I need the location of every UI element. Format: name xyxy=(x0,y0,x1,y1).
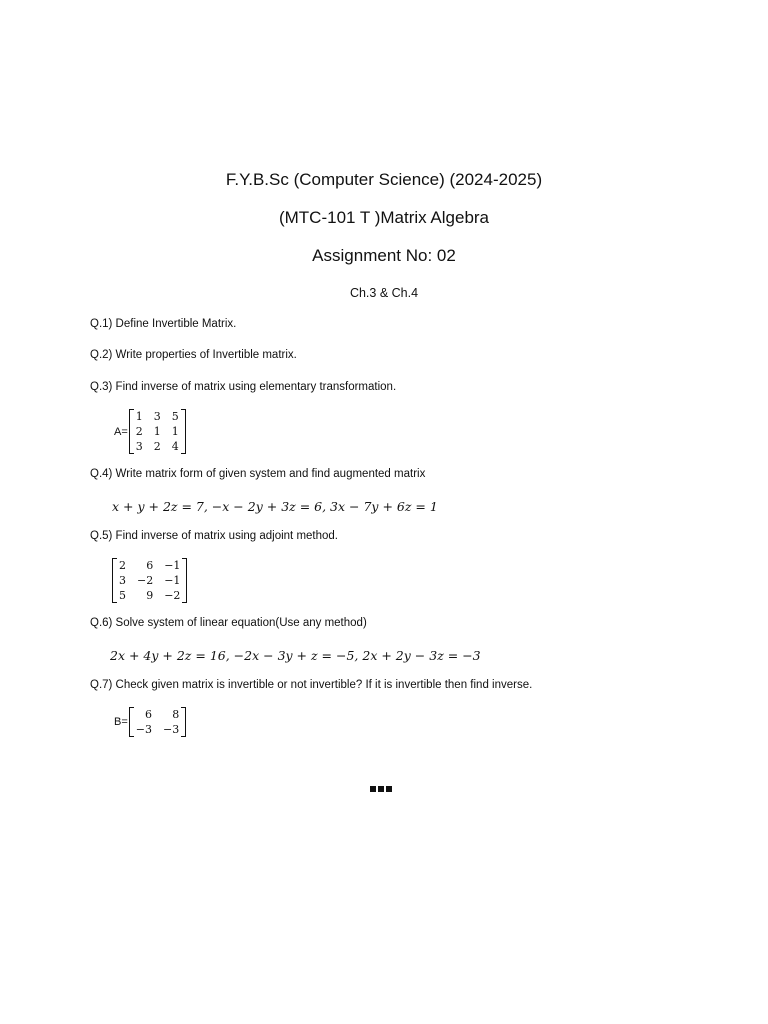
matrix-cell: −3 xyxy=(162,723,180,736)
matrix-cell: 3 xyxy=(153,410,161,423)
course-title: F.Y.B.Sc (Computer Science) (2024-2025) xyxy=(225,170,543,189)
end-square-icon xyxy=(370,786,376,792)
matrix-right-bracket xyxy=(181,707,186,737)
question-4: Q.4) Write matrix form of given system and find augmented matrix xyxy=(90,468,426,480)
matrix-cell: 1 xyxy=(135,410,143,423)
chapters-label: Ch.3 & Ch.4 xyxy=(349,286,419,300)
matrix-cell: 2 xyxy=(135,425,143,438)
matrix-cell: 3 xyxy=(119,574,126,587)
end-square-icon xyxy=(378,786,384,792)
equation-system-4: x + y + 2z = 7, −x − 2y + 3z = 6, 3x − 7y + 6z = 1 xyxy=(112,499,438,514)
matrix-cell: −2 xyxy=(164,589,181,602)
question-5: Q.5) Find inverse of matrix using adjoint method. xyxy=(90,530,339,542)
matrix-cell: 9 xyxy=(146,589,154,602)
matrix-cell: −1 xyxy=(164,574,181,587)
matrix-cell: 3 xyxy=(135,440,143,453)
matrix-cell: 2 xyxy=(119,559,126,572)
end-marker xyxy=(370,786,392,792)
matrix-cell: −1 xyxy=(164,559,181,572)
question-2: Q.2) Write properties of Invertible matrix. xyxy=(90,349,297,361)
question-6: Q.6) Solve system of linear equation(Use any method) xyxy=(90,617,367,629)
question-1: Q.1) Define Invertible Matrix. xyxy=(90,318,237,330)
question-3: Q.3) Find inverse of matrix using elementary transformation. xyxy=(90,381,397,393)
matrix-cell: 6 xyxy=(146,559,154,572)
matrix-b xyxy=(114,707,186,737)
matrix-cell: 1 xyxy=(171,425,179,438)
matrix-cell: 6 xyxy=(144,708,152,721)
matrix-right-bracket xyxy=(181,409,186,454)
matrix-cell: 8 xyxy=(172,708,180,721)
matrix-q5 xyxy=(112,558,187,603)
matrix-cell: 4 xyxy=(171,440,179,453)
matrix-right-bracket xyxy=(182,558,187,603)
matrix-cell: 5 xyxy=(119,589,126,602)
subject-title: (MTC-101 T )Matrix Algebra xyxy=(278,208,490,227)
matrix-a-label: A= xyxy=(114,425,128,438)
end-square-icon xyxy=(386,786,392,792)
matrix-cell: 5 xyxy=(171,410,179,423)
equation-system-6: 2x + 4y + 2z = 16, −2x − 3y + z = −5, 2x + 2y − 3z = −3 xyxy=(110,648,481,663)
matrix-cell: −3 xyxy=(135,723,152,736)
matrix-cell: −2 xyxy=(137,574,154,587)
matrix-b-label: B= xyxy=(114,716,128,728)
matrix-cell: 1 xyxy=(153,425,161,438)
matrix-a xyxy=(114,409,186,454)
question-7: Q.7) Check given matrix is invertible or not invertible? If it is invertible then find inverse. xyxy=(90,679,533,691)
matrix-cell: 2 xyxy=(153,440,161,453)
assignment-title: Assignment No: 02 xyxy=(312,246,456,265)
